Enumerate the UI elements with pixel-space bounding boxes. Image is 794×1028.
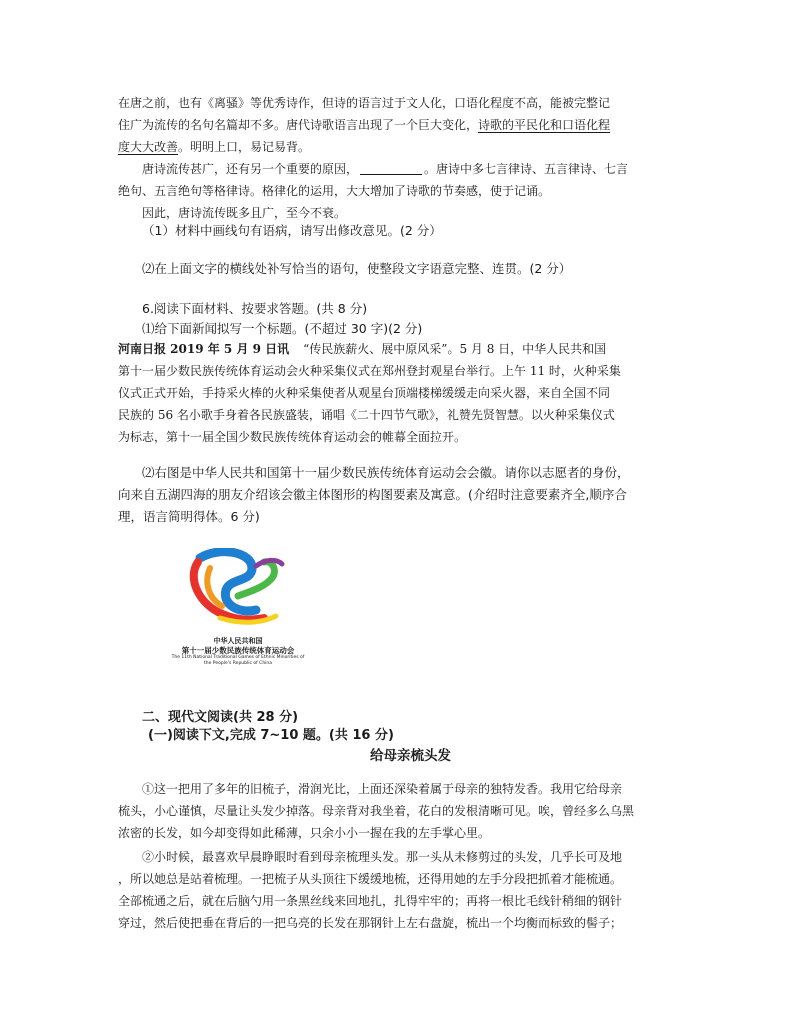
question-6-1: ⑴给下面新闻拟写一个标题。(不超过 30 字)(2 分)	[142, 321, 423, 336]
question-6: 6.阅读下面材料、按要求答题。(共 8 分)	[142, 301, 368, 316]
essay-para-1-line-2: 梳头，小心谨慎，尽量让头发少掉落。母亲背对我坐着，花白的发根清晰可见。唉，曾经多么乌黑	[118, 804, 635, 818]
section-2-subheading: (一)阅读下文,完成 7~10 题。(共 16 分)	[148, 728, 394, 743]
material-text: 。明明上口，易记易背。	[178, 140, 311, 154]
material-line-1: 在唐之前，也有《离骚》等优秀诗作，但诗的语言过于文人化，口语化程度不高，能被完整记	[118, 96, 611, 110]
question-6-2-line-3: 理，语言简明得体。6 分)	[118, 509, 260, 524]
essay-para-1-line-1: ①这一把用了多年的旧梳子，滑润光比，上面还深染着属于母亲的独特发香。我用它给母亲	[142, 782, 623, 796]
essay-para-2-line-4: 穿过，然后使把垂在背后的一把乌亮的长发在那钢针上左右盘旋，梳出一个均衡而标致的髻子；	[118, 916, 623, 930]
underlined-sentence: 度大大改善	[118, 140, 179, 154]
news-text: “传民族薪火、展中原风采”。5 月 8 日，中华人民共和国	[303, 342, 607, 356]
news-line-1	[118, 338, 606, 360]
ribbon-label: 郑州	[260, 610, 271, 616]
material-line-6: 因此，唐诗流传既多且广，至今不衰。	[142, 206, 347, 220]
material-line-3	[118, 136, 310, 158]
essay-para-2-line-1: ②小时候，最喜欢早晨睁眼时看到母亲梳理头发。那一头从未修剪过的头发，几乎长可及地	[142, 850, 623, 864]
question-6-2-line-2: 向来自五湖四海的朋友介绍该会徽主体图形的构图要素及寓意。(介绍时注意要素齐全,顺序合	[118, 487, 627, 502]
answer-blank[interactable]	[360, 160, 422, 175]
ribbon-orange	[207, 568, 222, 606]
material-text: 。唐诗中多七言律诗、五言律诗、七言	[424, 162, 629, 176]
news-line-4: 民族的 56 名小歌手身着各民族盛装，诵唱《二十四节气歌》，礼赞先贤智慧。以火种采集仪式	[118, 408, 615, 422]
news-line-3: 仪式正式开始，手持采火棒的火种采集使者从观星台顶端楼梯缓缓走向采火器，来自全国不同	[118, 386, 611, 400]
emblem-en-line-2: the People's Republic of China	[203, 661, 273, 666]
section-2-heading: 二、现代文阅读(共 28 分)	[142, 710, 299, 725]
underlined-sentence: 诗歌的平民化和口语化程	[478, 118, 611, 132]
material-text: 唐诗流传甚广，还有另一个重要的原因，	[142, 162, 359, 176]
emblem-cn-line-1: 中华人民共和国	[213, 637, 263, 645]
essay-title: 给母亲梳头发	[370, 748, 451, 764]
question-6-2-line-1: ⑵右图是中华人民共和国第十一届少数民族传统体育运动会会徽。请你以志愿者的身份，	[142, 465, 630, 480]
essay-para-2-line-2: ，所以她总是站着梳理。一把梳子从头顶往下缓缓地梳，还得用她的左手分段把抓着才能梳通。	[118, 872, 623, 886]
emblem-cn-line-2: 第十一届少数民族传统体育运动会	[181, 646, 295, 655]
emblem-graphic	[160, 548, 316, 638]
news-line-2: 第十一届少数民族传统体育运动会火种采集仪式在郑州登封观星台举行。上午 11 时，火种采集	[118, 364, 621, 378]
news-line-5: 为标志，第十一届全国少数民族传统体育运动会的帷幕全面拉开。	[118, 430, 467, 444]
essay-para-2-line-3: 全部梳通之后，就在后脑勺用一条黑丝线来回地扎，扎得牢牢的；再将一根比毛线针稍细的钢针	[118, 894, 623, 908]
games-emblem	[160, 548, 316, 670]
material-line-4	[142, 158, 628, 180]
material-line-2	[118, 114, 610, 136]
question-1: （1）材料中画线句有语病，请写出修改意见。(2 分）	[142, 223, 442, 238]
news-dateline: 河南日报 2019 年 5 月 9 日讯	[118, 342, 290, 356]
essay-para-1-line-3: 浓密的长发，如今却变得如此稀薄，只余小小一握在我的左手掌心里。	[118, 826, 491, 840]
material-line-5: 绝句、五言绝句等格律诗。格律化的运用，大大增加了诗歌的节奏感，使于记诵。	[118, 184, 551, 198]
question-2: ⑵在上面文字的横线处补写恰当的语句，使整段文字语意完整、连贯。(2 分）	[142, 261, 572, 276]
emblem-en-line-1: The 11th National Traditional Games of Ethnic Minorities of	[171, 655, 305, 660]
material-text: 住广为流传的名句名篇却不多。唐代诗歌语言出现了一个巨大变化，	[118, 118, 479, 132]
